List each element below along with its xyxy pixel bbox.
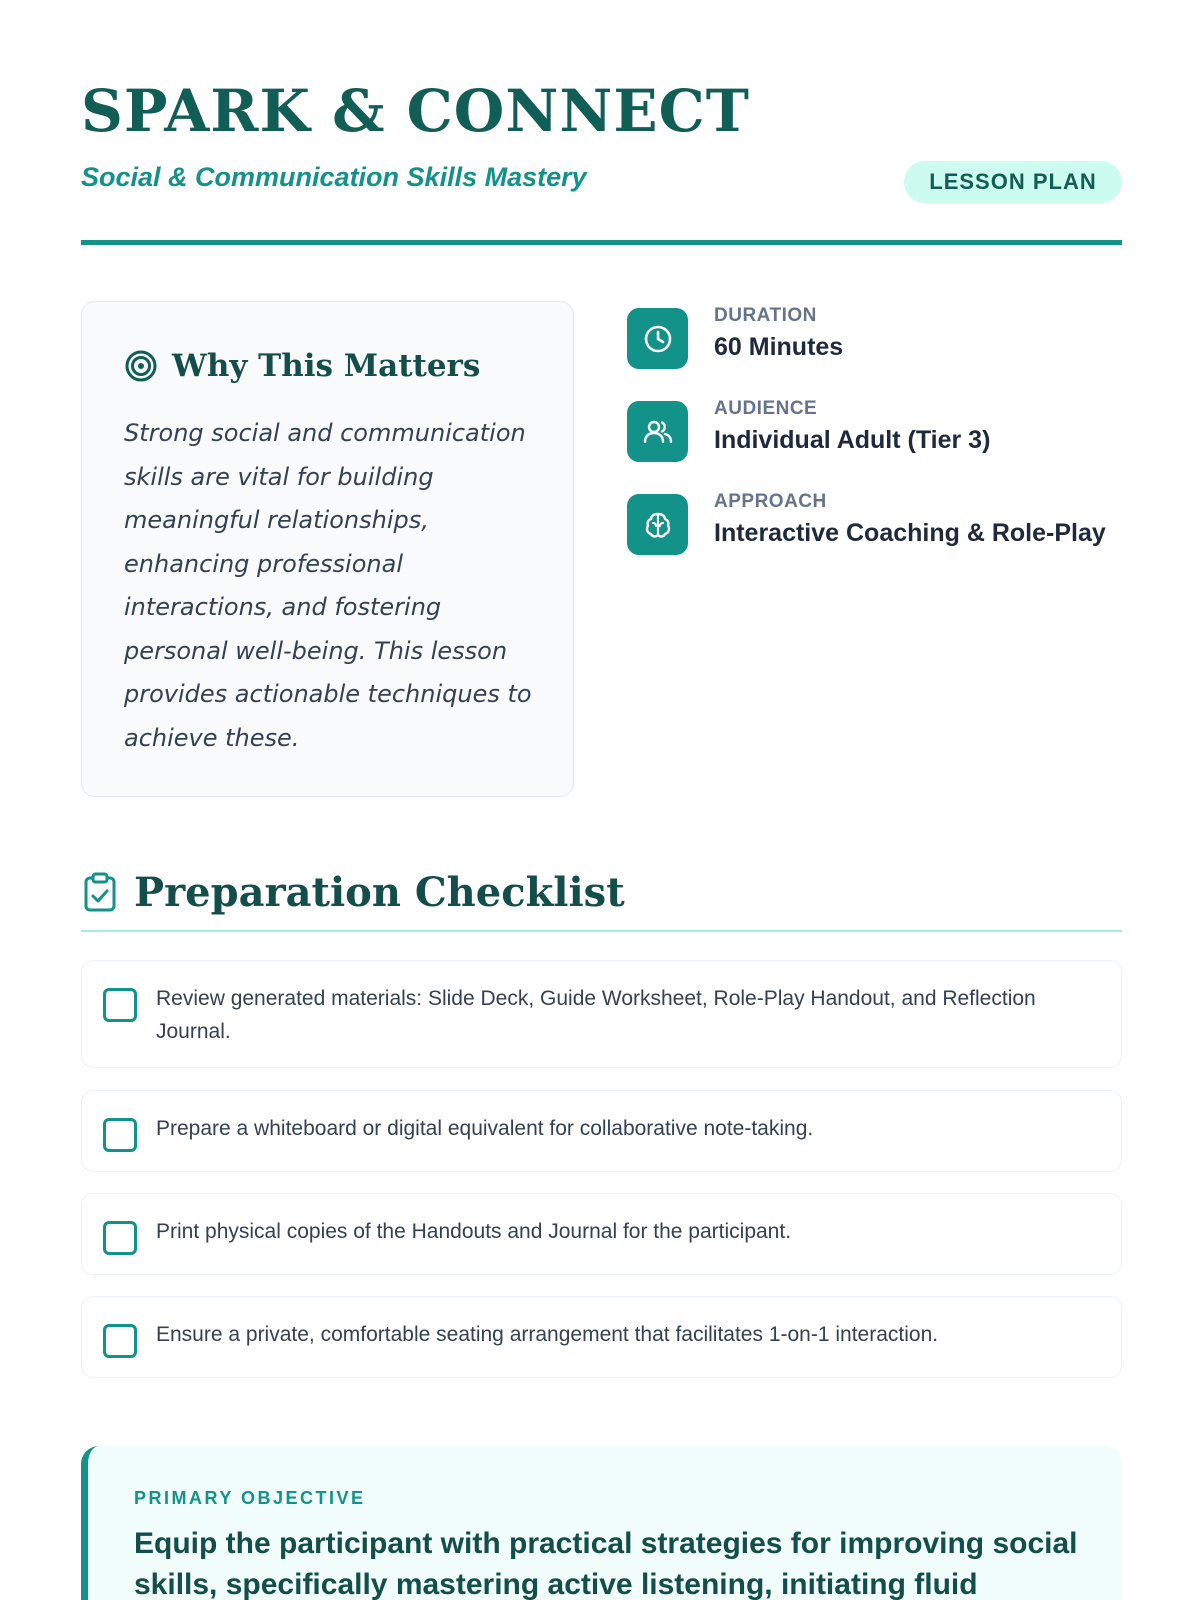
objective-text: Equip the participant with practical strategies for improving social skills, specifically mastering active listening, initiating fluid bbox=[134, 1527, 1078, 1600]
brain-icon bbox=[627, 494, 688, 555]
checklist-item-text: Prepare a whiteboard or digital equivalent for collaborative note-taking. bbox=[156, 1117, 814, 1140]
header-divider bbox=[81, 240, 1122, 245]
checklist-item-text: Print physical copies of the Handouts and Journal for the participant. bbox=[156, 1220, 792, 1243]
page-header bbox=[81, 77, 1122, 194]
page-subtitle: Social & Communication Skills Mastery bbox=[81, 162, 587, 192]
target-icon bbox=[124, 349, 158, 383]
checkbox[interactable] bbox=[103, 988, 137, 1022]
clock-icon bbox=[627, 308, 688, 369]
why-title: Why This Matters bbox=[172, 348, 481, 384]
meta-approach bbox=[627, 491, 1127, 553]
clipboard-check-icon bbox=[81, 872, 119, 914]
checklist-item bbox=[81, 1193, 1122, 1275]
checklist-divider bbox=[81, 930, 1122, 932]
lesson-plan-badge: LESSON PLAN bbox=[904, 161, 1122, 203]
checkbox[interactable] bbox=[103, 1221, 137, 1255]
why-this-matters-card bbox=[81, 301, 574, 797]
checklist-item-text: Review generated materials: Slide Deck, Guide Worksheet, Role-Play Handout, and Reflection Journal. bbox=[156, 987, 1036, 1043]
checklist-title: Preparation Checklist bbox=[134, 869, 625, 916]
primary-objective-card bbox=[81, 1446, 1122, 1600]
checklist-item bbox=[81, 1090, 1122, 1172]
approach-value: Interactive Coaching & Role-Play bbox=[714, 519, 1106, 547]
meta-duration bbox=[627, 305, 1127, 367]
users-icon bbox=[627, 401, 688, 462]
meta-audience bbox=[627, 398, 1127, 460]
page-title: SPARK & CONNECT bbox=[81, 77, 750, 145]
why-header bbox=[124, 348, 480, 384]
checkbox[interactable] bbox=[103, 1118, 137, 1152]
why-body: Strong social and communication skills are vital for building meaningful relationships, enhancing professional interactions, and fostering personal well-being. This lesson provides actionable techniques to achieve these. bbox=[124, 419, 532, 752]
checklist-item bbox=[81, 1296, 1122, 1378]
checklist-item bbox=[81, 960, 1122, 1068]
duration-value: 60 Minutes bbox=[714, 333, 844, 361]
objective-label: PRIMARY OBJECTIVE bbox=[134, 1488, 366, 1508]
checklist-item-text: Ensure a private, comfortable seating arrangement that facilitates 1-on-1 interaction. bbox=[156, 1323, 939, 1346]
approach-label: APPROACH bbox=[714, 491, 827, 512]
checkbox[interactable] bbox=[103, 1324, 137, 1358]
checklist-header bbox=[81, 869, 625, 916]
audience-value: Individual Adult (Tier 3) bbox=[714, 426, 991, 454]
duration-label: DURATION bbox=[714, 305, 817, 326]
audience-label: AUDIENCE bbox=[714, 398, 818, 419]
